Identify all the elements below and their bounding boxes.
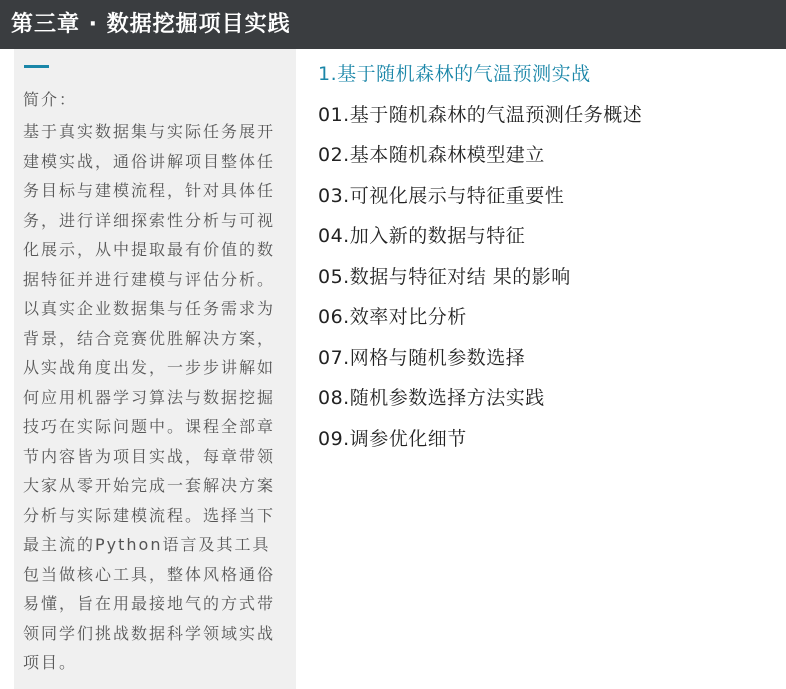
intro-sidebar [14,49,296,689]
lesson-item[interactable]: 05.数据与特征对结 果的影响 [318,265,571,288]
lesson-item[interactable]: 01.基于随机森林的气温预测任务概述 [318,103,643,126]
intro-text: 基于真实数据集与实际任务展开建模实战，通俗讲解项目整体任务目标与建模流程，针对具体任务，进行详细探索性分析与可视化展示，从中提取最有价值的数据特征并进行建模与评估分析。以真实企业数据集与任务需求为背景，结合竞赛优胜解决方案，从实战角度出发，一步步讲解如何应用机器学习算法与数据挖掘技巧在实际问题中。课程全部章节内容皆为项目实战，每章带领大家从零开始完成一套解决方案分析与实际建模流程。选择当下最主流的Python语言及其工具包当做核心工具，整体风格通俗易懂，旨在用最接地气的方式带领同学们挑战数据科学领域实战项目。 [23,122,276,672]
section-title[interactable]: 1.基于随机森林的气温预测实战 [318,63,591,85]
lesson-item[interactable]: 02.基本随机森林模型建立 [318,144,545,166]
lesson-item[interactable]: 03.可视化展示与特征重要性 [318,184,565,207]
lesson-item[interactable]: 07.网格与随机参数选择 [318,346,526,369]
lesson-item[interactable]: 08.随机参数选择方法实践 [318,387,545,409]
lesson-list [318,101,778,453]
intro-label: 简介： [23,90,78,109]
chapter-header [0,0,786,49]
lesson-item[interactable]: 06.效率对比分析 [318,306,467,328]
lesson-content [318,60,778,453]
accent-divider [24,65,49,68]
chapter-title: 第三章 · 数据挖掘项目实践 [11,12,291,37]
lesson-item[interactable]: 09.调参优化细节 [318,427,467,450]
lesson-item[interactable]: 04.加入新的数据与特征 [318,225,526,247]
